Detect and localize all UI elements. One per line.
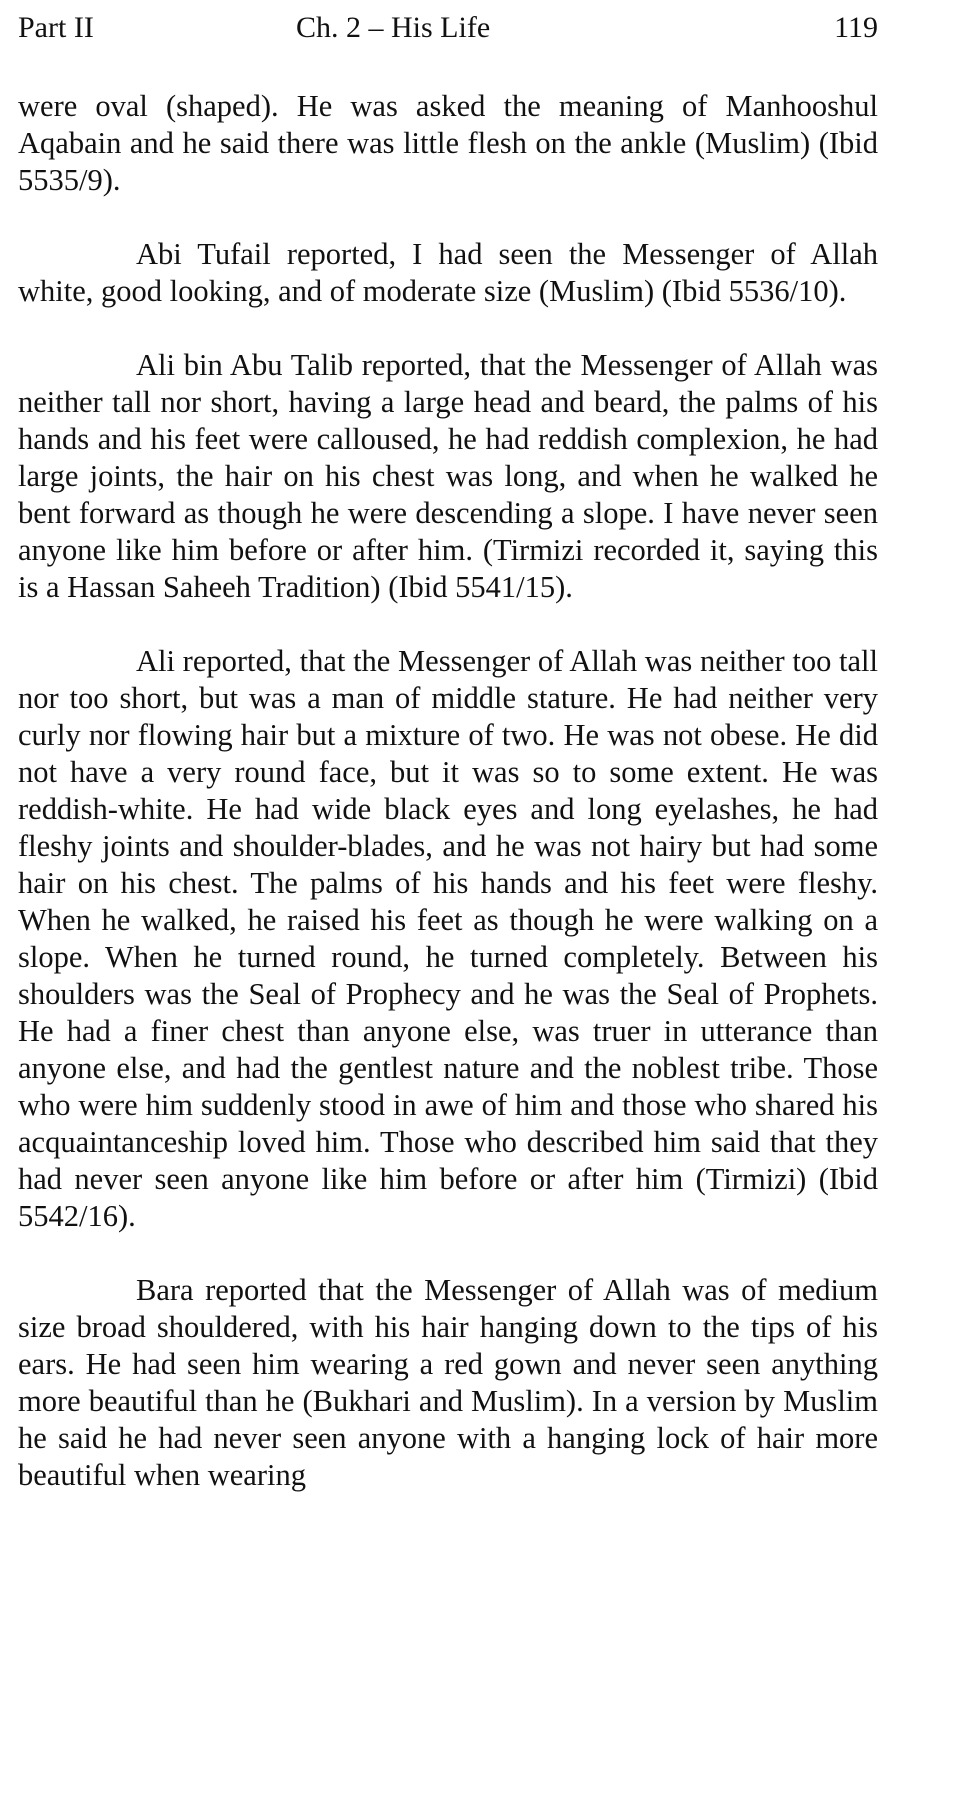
paragraph-ali: Ali reported, that the Messenger of Allah was neither too tall nor too short, but was a man of middle stature. He had neither very curly nor flowing hair but a mixture of two. He was not obese. He did not have a very round face, but it was so to some extent. He was reddish-white. He had wide black eyes and long eyelashes, he had fleshy joints and shoulder-blades, and he was not hairy but had some hair on his chest. The palms of his hands and his feet were fleshy. When he walked, he raised his feet as though he were walking on a slope. When he turned round, he turned completely. Between his shoulders was the Seal of Prophecy and he was the Seal of Prophets. He had a finer chest than anyone else, was truer in utterance than anyone else, and had the gentlest nature and the noblest tribe. Those who were him suddenly stood in awe of him and those who shared his acquaintanceship loved him. Those who described him said that they had never seen anyone like him before or after him (Tirmizi) (Ibid 5542/16). [18,644,878,1233]
paragraph-ali-bin-abu-talib: Ali bin Abu Talib reported, that the Messenger of Allah was neither tall nor short, having a large head and beard, the palms of his hands and his feet were calloused, he had reddish complexion, he had large joints, the hair on his chest was long, and when he walked he bent forward as though he were descending a slope. I have never seen anyone like him before or after him. (Tirmizi recorded it, saying this is a Hassan Saheeh Tradition) (Ibid 5541/15). [18,348,878,604]
paragraph-continuation: were oval (shaped). He was asked the meaning of Manhooshul Aqabain and he said there was little flesh on the ankle (Muslim) (Ibid 5535/9). [18,89,878,197]
part-label: Part II [18,11,94,44]
paragraph-bara: Bara reported that the Messenger of Allah was of medium size broad shouldered, with his hair hanging down to the tips of his ears. He had seen him wearing a red gown and never seen anything more beautiful than he (Bukhari and Muslim). In a version by Muslim he said he had never seen anyone with a hanging lock of hair more beautiful when wearing [18,1273,878,1492]
running-header [18,8,878,48]
chapter-title: Ch. 2 – His Life [296,11,491,44]
page-number: 119 [834,11,878,44]
body-text [18,88,878,1494]
paragraph-abi-tufail: Abi Tufail reported, I had seen the Messenger of Allah white, good looking, and of moderate size (Muslim) (Ibid 5536/10). [18,237,878,308]
